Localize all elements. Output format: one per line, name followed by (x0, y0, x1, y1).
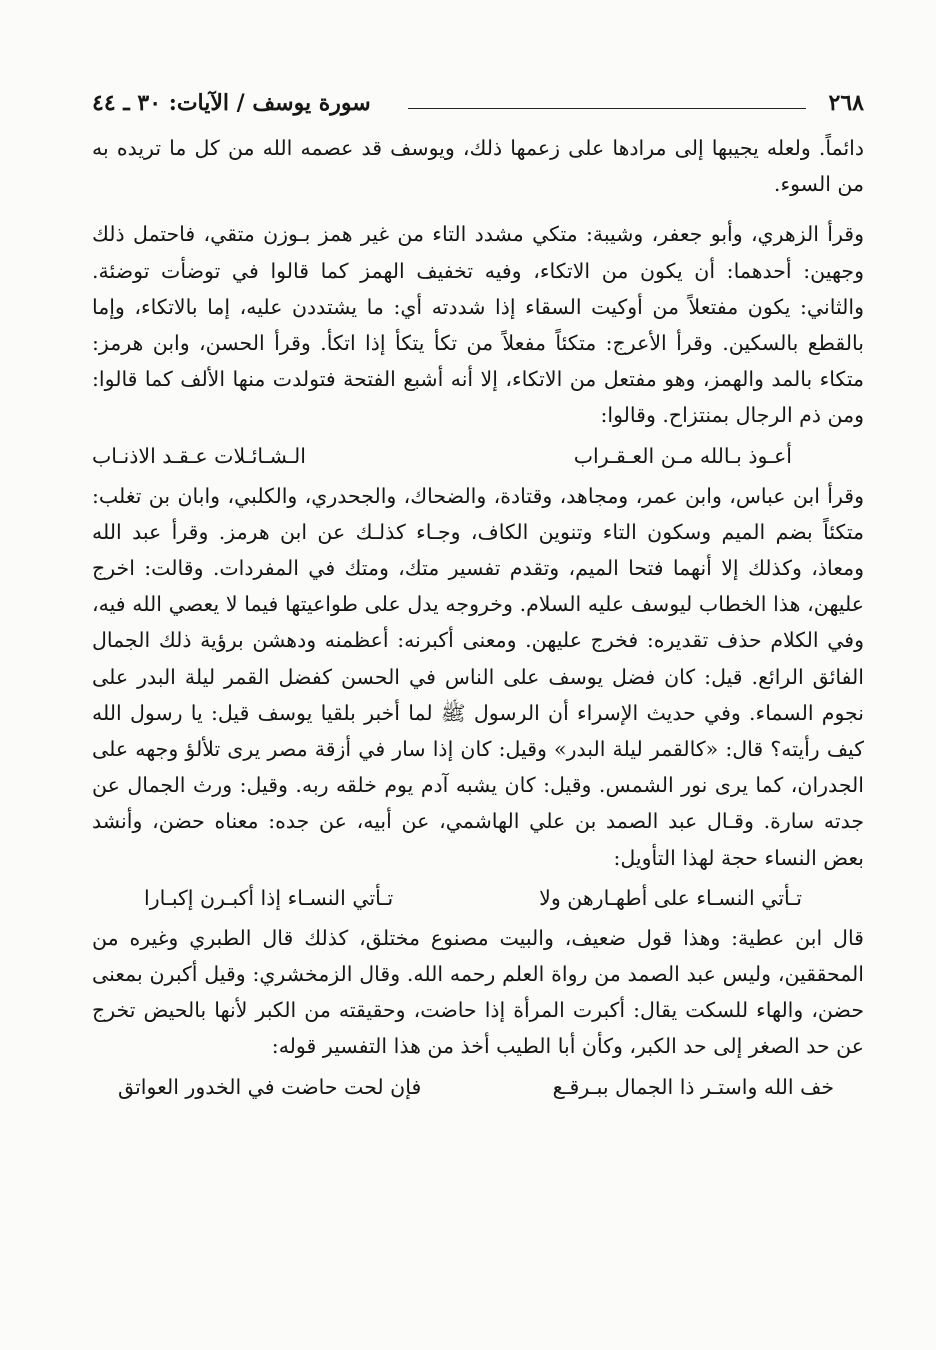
paragraph-3: وقرأ ابن عباس، وابن عمر، ومجاهد، وقتادة، والضحاك، والجحدري، والكلبي، وابان بن تغلب: متكئاً بضم الميم وسكون التاء وتنوين الكاف، وجـاء كذلـك عن ابن هرمز. وقرأ عبد الله ومعاذ، وكذلك إلا أنهما فتحا الميم، وتقدم تفسير متك، ومتك في المفردات. وقالت: اخرج عليهن، هذا الخطاب ليوسف عليه السلام. وخروجه يدل على طواعيتها فيما لا يعصي الله فيه، وفي الكلام حذف تقديره: فخرج عليهن. ومعنى أكبرنه: أعظمنه ودهشن برؤية ذلك الجمال الفائق الرائع. قيل: كان فضل يوسف على الناس في الحسن كفضل القمر ليلة البدر على نجوم السماء. وفي حديث الإسراء أن الرسول ﷺ لما أخبر بلقيا يوسف قيل: يا رسول الله كيف رأيته؟ قال: «كالقمر ليلة البدر» وقيل: كان إذا سار في أزقة مصر يرى تلألؤ وجهه على الجدران، كما يرى نور الشمس. وقيل: كان يشبه آدم يوم خلقه ربه. وقيل: ورث الجمال عن جدته سارة. وقـال عبد الصمد بن علي الهاشمي، عن أبيه، عن جده: معناه حضن، وأنشد بعض النساء حجة لهذا التأويل: (92, 483, 864, 870)
verse-1-first-hemistich: أعـوذ بـالله مـن العـقـراب (573, 443, 792, 468)
page-number: ٢٦٨ (828, 90, 864, 116)
chapter-title: سورة يوسف / الآيات: ٣٠ ـ ٤٤ (92, 90, 371, 116)
verse-3-first-hemistich: خف الله واستـر ذا الجمال ببـرقـع (552, 1074, 834, 1099)
paragraph-1: دائماً. ولعله يجيبها إلى مرادها على زعمها ذلك، ويوسف قد عصمه الله من كل ما تريده به من السوء. (92, 136, 864, 197)
poetry-verse-2 (92, 878, 864, 918)
running-header (92, 86, 864, 120)
page-body (92, 130, 864, 1109)
verse-2-first-hemistich: تـأتي النسـاء على أطهـارهن ولا (539, 885, 802, 910)
paragraph-4: قال ابن عطية: وهذا قول ضعيف، والبيت مصنوع مختلق، كذلك قال الطبري وغيره من المحققين، وليس عبد الصمد من رواة العلم رحمه الله. وقال الزمخشري: وقيل أكبرن بمعنى حضن، والهاء للسكت يقال: أكبرت المرأة إذا حاضت، وحقيقته من الكبر لأنها بالحيض تخرج عن حد الصغر إلى حد الكبر، وكأن أبا الطيب أخذ من هذا التفسير قوله: (92, 925, 864, 1059)
poetry-verse-1 (92, 436, 864, 476)
poetry-verse-3 (92, 1067, 864, 1107)
verse-2-second-hemistich: تـأتي النسـاء إذا أكبـرن إكبـارا (144, 885, 394, 910)
paragraph-2: وقرأ الزهري، وأبو جعفر، وشيبة: متكي مشدد التاء من غير همز بـوزن متقي، فاحتمل ذلك وجهين: أحدهما: أن يكون من الاتكاء، وفيه تخفيف الهمز كما قالوا في توضأت توضئة. والثاني: يكون مفتعلاً من أوكيت السقاء إذا شددته أي: ما يشتددن عليه، إما بالاتكاء، وإما بالقطع بالسكين. وقرأ الأعرج: متكئاً مفعلاً من تكأ يتكأ إذا اتكأ. وقرأ الحسن، وابن هرمز: متكاء بالمد والهمز، وهو مفتعل من الاتكاء، إلا أنه أشبع الفتحة فتولدت منها الألف كما قالوا: ومن ذم الرجال بمنتزاح. وقالوا: (92, 222, 864, 428)
verse-1-second-hemistich: الـشـائـلات عـقـد الاذنـاب (92, 443, 306, 468)
header-rule (408, 108, 806, 109)
verse-3-second-hemistich: فإن لحت حاضت في الخدور العواتق (118, 1074, 422, 1099)
